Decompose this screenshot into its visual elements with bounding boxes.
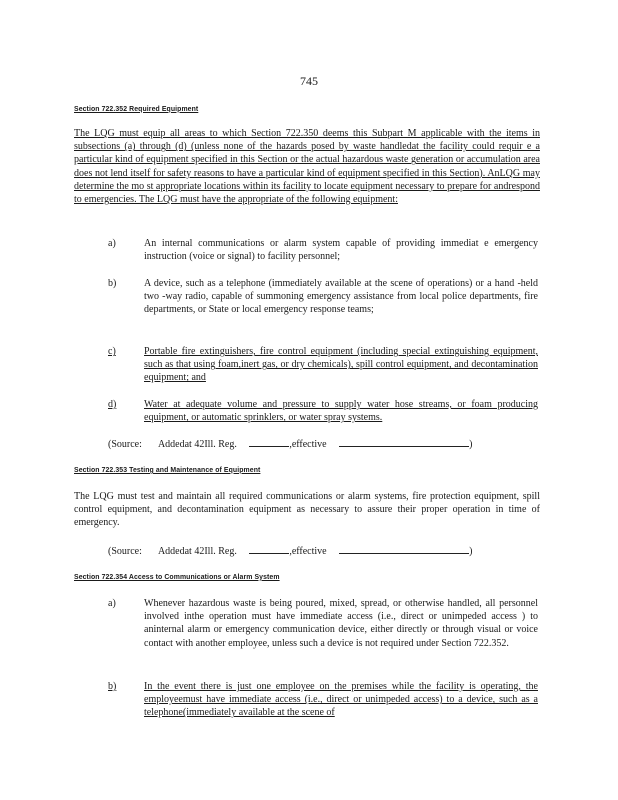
item-label: a) — [108, 238, 116, 249]
list-item-354-b — [108, 680, 538, 720]
item-label: d) — [108, 399, 117, 410]
item-label: c) — [108, 346, 116, 357]
list-item-d — [108, 398, 538, 424]
source-note-722-353: (Source: Addedat 42Ill. Reg. ,effective ) — [108, 546, 473, 557]
page-number: 745 — [300, 74, 318, 88]
item-text: An internal communications or alarm system capable of providing immediat e emergency instruction (voice or signal) to facility personnel; — [144, 238, 538, 263]
section-heading-722-352: Section 722.352 Required Equipment — [74, 104, 199, 113]
item-text: In the event there is just one employee on the premises while the facility is operating, the employeemust have immediate access (i.e., direct or unimpeded access) to a device, such as a telephone(immediately available at the scene of — [144, 681, 538, 719]
item-text: A device, such as a telephone (immediately available at the scene of operations) or a hand -held two -way radio, capable of summoning emergency assistance from local police departments, fire departments, or State or local emergency response teams; — [144, 278, 538, 316]
section-722-352-intro: The LQG must equip all areas to which Section 722.350 deems this Subpart M applicable with the items in subsections (a) through (d) (unless none of the hazards posed by waste handledat the facility could requir e a particular kind of equipment specified in this Section or the actual hazardous waste generation or accumulation area does not lend itself for safety reasons to have a particular kind of equipment specified in this Section). AnLQG may determine the mo st appropriate locations within its facility to locate equipment necessary to prepare for andrespond to emergencies. The LQG must have the appropriate of the following equipment: — [74, 128, 540, 206]
section-heading-722-354: Section 722.354 Access to Communications or Alarm System — [74, 572, 280, 581]
section-heading-722-353: Section 722.353 Testing and Maintenance of Equipment — [74, 465, 261, 474]
list-item-c — [108, 345, 538, 385]
item-label: a) — [108, 598, 116, 609]
item-text: Water at adequate volume and pressure to supply water hose streams, or foam producing equipment, or automatic sprinklers, or water spray systems. — [144, 399, 538, 424]
item-text: Whenever hazardous waste is being poured, mixed, spread, or otherwise handled, all personnel involved inthe operation must have immediate access (i.e., direct or unimpeded access ) to aninternal alarm or emergency communication device, either directly or through visual or voice contact with another employee, unless such a device is not required under Section 722.352. — [144, 598, 538, 649]
list-item-354-a — [108, 597, 538, 650]
item-text: Portable fire extinguishers, fire control equipment (including special extinguishing equipment, such as that using foam,inert gas, or dry chemicals), spill control equipment, and decontamination equipment; and — [144, 346, 538, 384]
list-item-b — [108, 277, 538, 317]
list-item-a — [108, 237, 538, 263]
source-note-722-352: (Source: Addedat 42Ill. Reg. ,effective ) — [108, 439, 473, 450]
item-label: b) — [108, 278, 117, 289]
item-label: b) — [108, 681, 117, 692]
section-722-353-intro: The LQG must test and maintain all required communications or alarm systems, fire protection equipment, spill control equipment, and decontamination equipment as necessary to assure their proper operation in time of emergency. — [74, 491, 540, 529]
